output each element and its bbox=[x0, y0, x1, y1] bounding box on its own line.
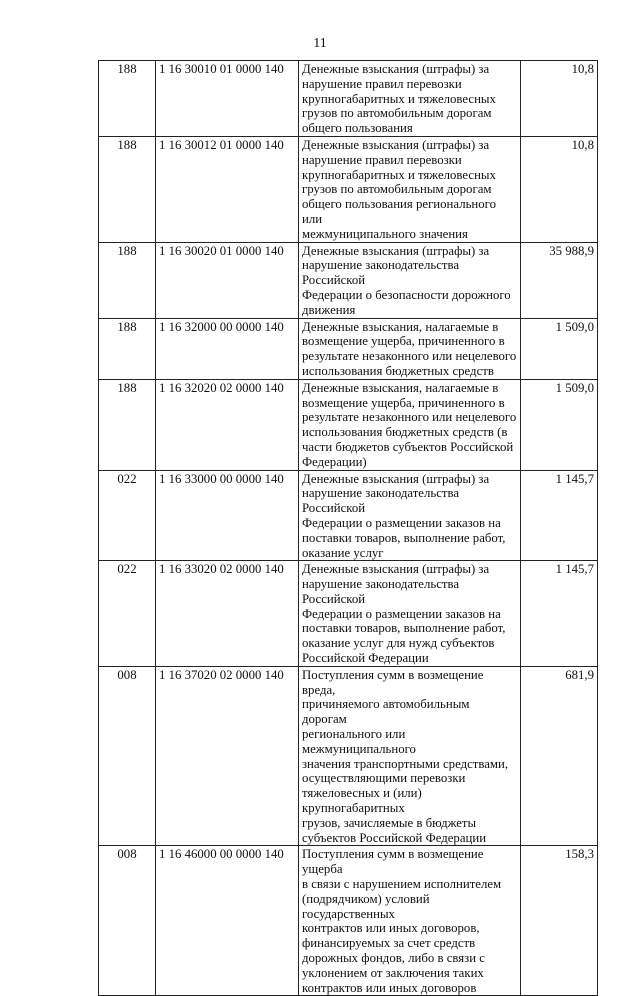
revenue-name-line: субъектов Российской Федерации bbox=[302, 830, 487, 845]
revenue-name-line: результате незаконного или нецелевого bbox=[302, 349, 517, 364]
admin-code-cell: 188 bbox=[99, 242, 156, 318]
revenue-name-line: общего пользования bbox=[302, 121, 413, 136]
revenue-name-line: поставки товаров, выполнение работ, bbox=[302, 621, 506, 636]
admin-code-cell: 188 bbox=[99, 61, 156, 137]
revenue-name-line: грузов по автомобильным дорогам bbox=[302, 106, 492, 121]
budget-classification-code-cell: 1 16 46000 00 0000 140 bbox=[156, 846, 299, 996]
revenue-name-line: использования бюджетных средств bbox=[302, 363, 494, 378]
table-row bbox=[99, 846, 598, 996]
page-number: 11 bbox=[313, 36, 327, 51]
revenue-name-line: оказание услуг для нужд субъектов bbox=[302, 636, 495, 651]
revenue-name-line: части бюджетов субъектов Российской bbox=[302, 439, 514, 454]
revenue-name-line: использования бюджетных средств (в bbox=[302, 425, 508, 440]
revenue-name-cell bbox=[299, 61, 521, 137]
table-row bbox=[99, 561, 598, 667]
revenue-name-line: Федерации о размещении заказов на bbox=[302, 515, 501, 530]
table-row bbox=[99, 379, 598, 470]
amount-cell: 1 145,7 bbox=[521, 561, 598, 667]
budget-classification-code-cell: 1 16 30020 01 0000 140 bbox=[156, 242, 299, 318]
table-row bbox=[99, 666, 598, 846]
amount-cell: 35 988,9 bbox=[521, 242, 598, 318]
revenue-name-line: значения транспортными средствами, bbox=[302, 756, 509, 771]
revenue-name-line: дорожных фондов, либо в связи с bbox=[302, 951, 485, 966]
table-row bbox=[99, 470, 598, 561]
revenue-name-line: осуществляющими перевозки bbox=[302, 771, 466, 786]
revenue-name-line: Поступления сумм в возмещение ущерба bbox=[302, 847, 484, 877]
amount-cell: 1 509,0 bbox=[521, 318, 598, 379]
budget-classification-code-cell: 1 16 33020 02 0000 140 bbox=[156, 561, 299, 667]
admin-code-cell: 022 bbox=[99, 470, 156, 561]
table-row bbox=[99, 318, 598, 379]
revenue-name-line: межмуниципального значения bbox=[302, 226, 468, 241]
revenue-name-cell bbox=[299, 318, 521, 379]
revenue-name-line: поставки товаров, выполнение работ, bbox=[302, 530, 506, 545]
budget-classification-code-cell: 1 16 33000 00 0000 140 bbox=[156, 470, 299, 561]
revenue-name-line: Денежные взыскания, налагаемые в bbox=[302, 319, 499, 334]
revenue-name-line: контрактов или иных договоров, bbox=[302, 921, 480, 936]
admin-code-cell: 188 bbox=[99, 318, 156, 379]
budget-classification-code-cell: 1 16 30010 01 0000 140 bbox=[156, 61, 299, 137]
revenue-name-line: возмещение ущерба, причиненного в bbox=[302, 334, 505, 349]
admin-code-cell: 022 bbox=[99, 561, 156, 667]
revenue-name-line: крупногабаритных и тяжеловесных bbox=[302, 167, 496, 182]
revenue-name-line: контрактов или иных договоров bbox=[302, 980, 477, 995]
table-row bbox=[99, 242, 598, 318]
revenue-name-cell bbox=[299, 846, 521, 996]
budget-classification-code-cell: 1 16 32020 02 0000 140 bbox=[156, 379, 299, 470]
amount-cell: 1 145,7 bbox=[521, 470, 598, 561]
revenue-name-cell bbox=[299, 561, 521, 667]
revenue-name-line: Федерации о безопасности дорожного bbox=[302, 287, 511, 302]
revenue-name-line: Российской Федерации bbox=[302, 651, 429, 666]
revenue-name-line: нарушение законодательства Российской bbox=[302, 258, 460, 288]
budget-classification-code-cell: 1 16 30012 01 0000 140 bbox=[156, 136, 299, 242]
admin-code-cell: 008 bbox=[99, 846, 156, 996]
revenue-name-line: Денежные взыскания (штрафы) за bbox=[302, 562, 490, 577]
revenue-name-line: оказание услуг bbox=[302, 545, 384, 560]
revenue-name-line: нарушение законодательства Российской bbox=[302, 577, 460, 606]
revenue-name-line: Денежные взыскания (штрафы) за bbox=[302, 471, 490, 486]
admin-code-cell: 008 bbox=[99, 666, 156, 846]
revenue-name-line: регионального или межмуниципального bbox=[302, 727, 416, 756]
revenue-name-line: Денежные взыскания, налагаемые в bbox=[302, 380, 499, 395]
revenue-name-line: грузов по автомобильным дорогам bbox=[302, 182, 492, 197]
revenue-name-line: Федерации о размещении заказов на bbox=[302, 606, 501, 621]
admin-code-cell: 188 bbox=[99, 379, 156, 470]
revenue-name-line: нарушение правил перевозки bbox=[302, 76, 462, 91]
amount-cell: 158,3 bbox=[521, 846, 598, 996]
revenue-name-cell bbox=[299, 379, 521, 470]
revenue-name-line: возмещение ущерба, причиненного в bbox=[302, 395, 505, 410]
revenue-name-cell bbox=[299, 666, 521, 846]
revenue-name-line: тяжеловесных и (или) крупногабаритных bbox=[302, 786, 422, 816]
amount-cell: 10,8 bbox=[521, 136, 598, 242]
revenue-name-line: грузов, зачисляемые в бюджеты bbox=[302, 815, 477, 830]
revenue-name-line: результате незаконного или нецелевого bbox=[302, 410, 517, 425]
revenue-table-body bbox=[99, 61, 598, 996]
budget-classification-code-cell: 1 16 37020 02 0000 140 bbox=[156, 666, 299, 846]
revenue-name-line: общего пользования регионального или bbox=[302, 197, 496, 226]
revenue-name-line: Денежные взыскания (штрафы) за bbox=[302, 137, 490, 152]
budget-classification-code-cell: 1 16 32000 00 0000 140 bbox=[156, 318, 299, 379]
revenue-name-line: нарушение законодательства Российской bbox=[302, 486, 460, 516]
revenue-name-line: (подрядчиком) условий государственных bbox=[302, 891, 430, 921]
revenue-name-line: нарушение правил перевозки bbox=[302, 152, 462, 167]
revenue-name-cell bbox=[299, 470, 521, 561]
table-row bbox=[99, 61, 598, 137]
revenue-name-line: Поступления сумм в возмещение вреда, bbox=[302, 667, 484, 697]
admin-code-cell: 188 bbox=[99, 136, 156, 242]
revenue-name-line: уклонением от заключения таких bbox=[302, 965, 484, 980]
amount-cell: 681,9 bbox=[521, 666, 598, 846]
revenue-name-line: Федерации) bbox=[302, 454, 367, 469]
revenue-name-line: в связи с нарушением исполнителем bbox=[302, 877, 502, 892]
revenue-name-line: финансируемых за счет средств bbox=[302, 936, 476, 951]
table-row bbox=[99, 136, 598, 242]
amount-cell: 1 509,0 bbox=[521, 379, 598, 470]
revenue-table bbox=[98, 60, 598, 996]
revenue-name-line: Денежные взыскания (штрафы) за bbox=[302, 62, 490, 76]
revenue-name-cell bbox=[299, 136, 521, 242]
revenue-name-line: движения bbox=[302, 302, 356, 317]
revenue-name-cell bbox=[299, 242, 521, 318]
revenue-name-line: крупногабаритных и тяжеловесных bbox=[302, 91, 496, 106]
revenue-name-line: Денежные взыскания (штрафы) за bbox=[302, 243, 490, 258]
revenue-name-line: причиняемого автомобильным дорогам bbox=[302, 697, 470, 727]
amount-cell: 10,8 bbox=[521, 61, 598, 137]
